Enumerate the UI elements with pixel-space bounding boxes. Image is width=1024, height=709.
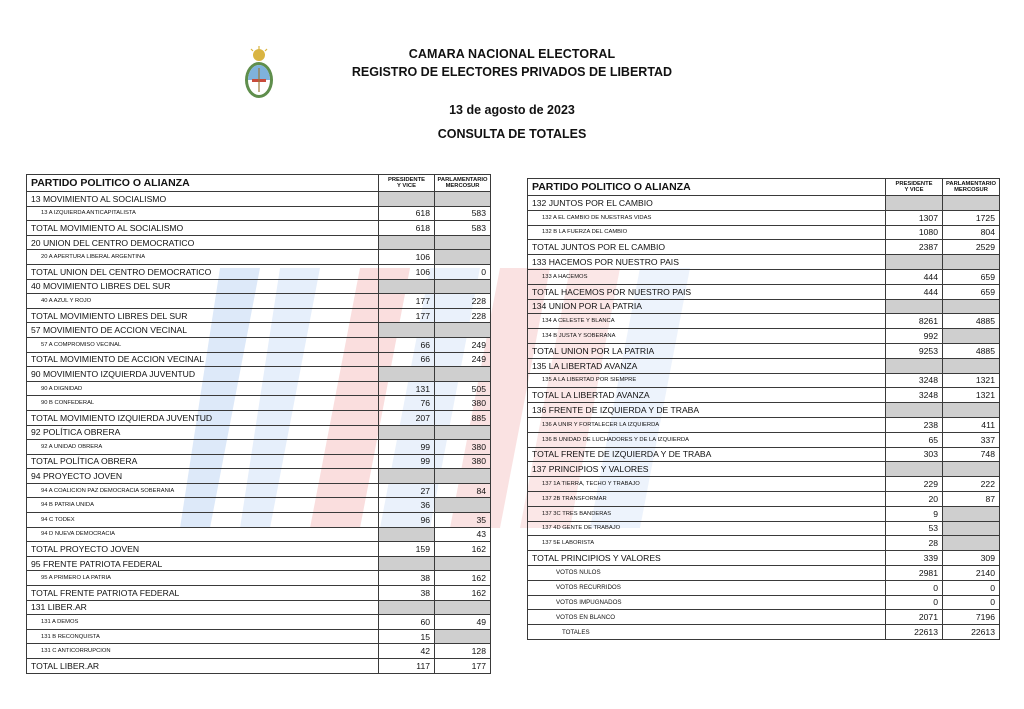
parlasur-votes-cell: 228 [435,294,491,309]
parlasur-votes-cell: 1321 [943,388,1000,403]
president-votes-cell [886,255,943,270]
party-total-row [528,284,1000,299]
table-body-right [528,179,1000,640]
table-header-row [528,179,1000,196]
results-table-right [527,178,999,640]
row-label: 131 B RECONQUISTA [27,629,379,644]
row-label: 57 A COMPROMISO VECINAL [27,337,379,352]
president-votes-cell: 76 [379,396,435,411]
list-row [27,571,491,586]
president-votes-cell: 42 [379,644,435,659]
row-label: 132 A EL CAMBIO DE NUESTRAS VIDAS [528,210,886,225]
table-header-row [27,175,491,192]
president-votes-cell: 303 [886,447,943,462]
president-votes-cell: 28 [886,536,943,551]
header-subtitle: CONSULTA DE TOTALES [437,127,587,141]
row-label: TOTAL LA LIBERTAD AVANZA [528,388,886,403]
president-votes-cell: 2387 [886,240,943,255]
party-group-row [27,235,491,250]
president-votes-cell: 229 [886,477,943,492]
president-votes-cell: 8261 [886,314,943,329]
summary-row [528,565,1000,580]
row-label: 134 UNION POR LA PATRIA [528,299,886,314]
parlasur-votes-cell [943,462,1000,477]
row-label: 131 C ANTICORRUPCION [27,644,379,659]
parlasur-votes-cell: 4885 [943,314,1000,329]
parlasur-votes-cell: 885 [435,410,491,425]
president-votes-cell [886,299,943,314]
list-row [27,250,491,265]
row-label: TOTAL LIBER.AR [27,659,379,674]
row-label: 94 D NUEVA DEMOCRACIA [27,527,379,542]
row-label: 92 POLÍTICA OBRERA [27,425,379,440]
list-row [528,432,1000,447]
party-group-row [528,462,1000,477]
party-group-row [27,323,491,338]
row-label: 90 A DIGNIDAD [27,381,379,396]
president-votes-cell: 444 [886,269,943,284]
column-header-parlamentario-line2: MERCOSUR [445,183,480,189]
president-votes-cell: 444 [886,284,943,299]
president-votes-cell: 618 [379,221,435,236]
summary-row [528,595,1000,610]
president-votes-cell [886,462,943,477]
president-votes-cell: 27 [379,483,435,498]
list-row [528,417,1000,432]
parlasur-votes-cell: 177 [435,659,491,674]
president-votes-cell: 15 [379,629,435,644]
list-row [528,225,1000,240]
parlasur-votes-cell [943,521,1000,536]
list-row [27,440,491,455]
list-row [27,498,491,513]
column-header-president-line2: Y VICE [904,187,924,193]
party-group-row [528,358,1000,373]
parlasur-votes-cell [943,299,1000,314]
parlasur-votes-cell: 0 [943,595,1000,610]
parlasur-votes-cell: 0 [435,264,491,279]
row-label: VOTOS RECURRIDOS [528,580,886,595]
row-label: 137 2B TRANSFORMAR [528,491,886,506]
row-label: 137 4D GENTE DE TRABAJO [528,521,886,536]
party-group-row [27,600,491,615]
parlasur-votes-cell [435,250,491,265]
parlasur-votes-cell: 411 [943,417,1000,432]
list-row [27,206,491,221]
row-label: 134 B JUSTA Y SOBERANA [528,329,886,344]
list-row [27,381,491,396]
president-votes-cell: 1307 [886,210,943,225]
parlasur-votes-cell: 49 [435,615,491,630]
parlasur-votes-cell: 583 [435,206,491,221]
parlasur-votes-cell: 162 [435,586,491,601]
row-label: 134 A CELESTE Y BLANCA [528,314,886,329]
party-group-row [27,279,491,294]
row-label: TOTAL HACEMOS POR NUESTRO PAIS [528,284,886,299]
row-label: TOTAL UNION DEL CENTRO DEMOCRATICO [27,264,379,279]
parlasur-votes-cell [943,358,1000,373]
row-label: 94 C TODEX [27,513,379,528]
party-group-row [27,425,491,440]
parlasur-votes-cell [435,498,491,513]
parlasur-votes-cell: 228 [435,308,491,323]
party-total-row [27,454,491,469]
summary-row [528,610,1000,625]
parlasur-votes-cell: 380 [435,396,491,411]
row-label: 40 MOVIMIENTO LIBRES DEL SUR [27,279,379,294]
list-row [528,491,1000,506]
row-label: TOTAL MOVIMIENTO DE ACCION VECINAL [27,352,379,367]
parlasur-votes-cell [435,367,491,382]
column-header-parlamentario-line2: MERCOSUR [954,187,988,193]
list-row [27,644,491,659]
row-label: VOTOS IMPUGNADOS [528,595,886,610]
list-row [27,294,491,309]
column-header-parlamentario-line1: PARLAMENTARIO [945,180,997,187]
party-total-row [27,308,491,323]
parlasur-votes-cell: 2140 [943,565,1000,580]
row-label: 40 A AZUL Y ROJO [27,294,379,309]
row-label: 90 B CONFEDERAL [27,396,379,411]
row-label: 90 MOVIMIENTO IZQUIERDA JUVENTUD [27,367,379,382]
president-votes-cell: 1080 [886,225,943,240]
row-label: 94 PROYECTO JOVEN [27,469,379,484]
president-votes-cell: 207 [379,410,435,425]
parlasur-votes-cell [943,403,1000,418]
party-total-row [27,659,491,674]
parlasur-votes-cell [943,506,1000,521]
president-votes-cell: 3248 [886,388,943,403]
party-total-row [27,264,491,279]
row-label: 137 3C TRES BANDERAS [528,506,886,521]
president-votes-cell: 38 [379,571,435,586]
party-group-row [528,255,1000,270]
parlasur-votes-cell: 1725 [943,210,1000,225]
column-header-parlamentario-line1: PARLAMENTARIO [437,176,488,183]
president-votes-cell: 117 [379,659,435,674]
party-group-row [27,192,491,207]
party-group-row [27,367,491,382]
president-votes-cell [379,279,435,294]
party-total-row [528,343,1000,358]
president-votes-cell: 177 [379,294,435,309]
list-row [528,269,1000,284]
row-label: TOTAL MOVIMIENTO AL SOCIALISMO [27,221,379,236]
president-votes-cell: 9253 [886,343,943,358]
parlasur-votes-cell [435,469,491,484]
row-label: 94 A COALICION PAZ DEMOCRACIA SOBERANIA [27,483,379,498]
president-votes-cell [886,196,943,211]
president-votes-cell: 131 [379,381,435,396]
row-label: 94 B PATRIA UNIDA [27,498,379,513]
president-votes-cell: 106 [379,264,435,279]
parlasur-votes-cell: 7196 [943,610,1000,625]
parlasur-votes-cell: 2529 [943,240,1000,255]
parlasur-votes-cell: 380 [435,440,491,455]
president-votes-cell [379,527,435,542]
party-total-row [27,542,491,557]
parlasur-votes-cell: 22613 [943,625,1000,640]
parlasur-votes-cell [435,192,491,207]
column-header-president-line1: PRESIDENTE [387,176,426,183]
row-label: 135 A LA LIBERTAD POR SIEMPRE [528,373,886,388]
parlasur-votes-cell [435,279,491,294]
list-row [528,521,1000,536]
row-label: 20 UNION DEL CENTRO DEMOCRATICO [27,235,379,250]
row-label: 95 FRENTE PATRIOTA FEDERAL [27,556,379,571]
party-group-row [27,469,491,484]
president-votes-cell: 20 [886,491,943,506]
parlasur-votes-cell: 162 [435,571,491,586]
parlasur-votes-cell [435,556,491,571]
president-votes-cell: 60 [379,615,435,630]
row-label: 136 B UNIDAD DE LUCHADORES Y DE LA IZQUIERDA [528,432,886,447]
president-votes-cell: 53 [886,521,943,536]
row-label: 137 5E LABORISTA [528,536,886,551]
header-institution: CAMARA NACIONAL ELECTORAL [408,47,616,61]
column-header-president-line2: Y VICE [397,183,416,189]
parlasur-votes-cell: 222 [943,477,1000,492]
table-body-left [27,175,491,674]
list-row [528,329,1000,344]
parlasur-votes-cell: 1321 [943,373,1000,388]
president-votes-cell [379,469,435,484]
parlasur-votes-cell: 505 [435,381,491,396]
row-label: 57 MOVIMIENTO DE ACCION VECINAL [27,323,379,338]
party-total-row [27,586,491,601]
parlasur-votes-cell [435,425,491,440]
row-label: 133 HACEMOS POR NUESTRO PAIS [528,255,886,270]
row-label: 20 A APERTURA LIBERAL ARGENTINA [27,250,379,265]
column-header-parlamentario [435,175,491,192]
row-label: 95 A PRIMERO LA PATRIA [27,571,379,586]
parlasur-votes-cell: 0 [943,580,1000,595]
column-header-parlamentario [943,179,1000,196]
party-total-row [528,551,1000,566]
president-votes-cell [379,367,435,382]
president-votes-cell: 99 [379,440,435,455]
row-label: TOTAL MOVIMIENTO LIBRES DEL SUR [27,308,379,323]
president-votes-cell: 96 [379,513,435,528]
president-votes-cell: 22613 [886,625,943,640]
parlasur-votes-cell: 35 [435,513,491,528]
row-label: 132 B LA FUERZA DEL CAMBIO [528,225,886,240]
parlasur-votes-cell: 4885 [943,343,1000,358]
row-label: 137 1A TIERRA, TECHO Y TRABAJO [528,477,886,492]
president-votes-cell: 0 [886,595,943,610]
row-label: TOTAL UNION POR LA PATRIA [528,343,886,358]
president-votes-cell: 106 [379,250,435,265]
party-total-row [27,410,491,425]
parlasur-votes-cell [943,329,1000,344]
president-votes-cell: 38 [379,586,435,601]
president-votes-cell: 9 [886,506,943,521]
parlasur-votes-cell [943,536,1000,551]
row-label: TOTAL POLÍTICA OBRERA [27,454,379,469]
summary-row [528,580,1000,595]
parlasur-votes-cell [943,196,1000,211]
list-row [27,483,491,498]
header-registry: REGISTRO DE ELECTORES PRIVADOS DE LIBERTAD [351,65,673,79]
list-row [27,527,491,542]
row-label: 131 A DEMOS [27,615,379,630]
president-votes-cell: 99 [379,454,435,469]
president-votes-cell: 66 [379,352,435,367]
row-label: TOTAL FRENTE PATRIOTA FEDERAL [27,586,379,601]
president-votes-cell [379,600,435,615]
row-label: TOTALES [528,625,886,640]
column-header-president [886,179,943,196]
parlasur-votes-cell: 380 [435,454,491,469]
party-total-row [27,221,491,236]
row-label: 137 PRINCIPIOS Y VALORES [528,462,886,477]
party-group-row [528,299,1000,314]
president-votes-cell [379,556,435,571]
parlasur-votes-cell: 249 [435,352,491,367]
list-row [27,629,491,644]
parlasur-votes-cell: 162 [435,542,491,557]
list-row [27,615,491,630]
list-row [27,396,491,411]
party-total-row [27,352,491,367]
president-votes-cell [379,425,435,440]
list-row [528,210,1000,225]
column-header-president-line1: PRESIDENTE [895,180,933,187]
president-votes-cell: 992 [886,329,943,344]
president-votes-cell: 65 [886,432,943,447]
parlasur-votes-cell: 87 [943,491,1000,506]
party-group-row [528,403,1000,418]
list-row [528,477,1000,492]
list-row [27,513,491,528]
president-votes-cell: 36 [379,498,435,513]
results-table-left [26,174,490,674]
column-header-president [379,175,435,192]
list-row [528,536,1000,551]
row-label: 132 JUNTOS POR EL CAMBIO [528,196,886,211]
president-votes-cell: 159 [379,542,435,557]
president-votes-cell: 2981 [886,565,943,580]
row-label: 13 MOVIMIENTO AL SOCIALISMO [27,192,379,207]
row-label: TOTAL MOVIMIENTO IZQUIERDA JUVENTUD [27,410,379,425]
column-header-party: PARTIDO POLITICO O ALIANZA [27,175,379,192]
president-votes-cell: 66 [379,337,435,352]
parlasur-votes-cell: 84 [435,483,491,498]
president-votes-cell [379,323,435,338]
parlasur-votes-cell: 309 [943,551,1000,566]
row-label: VOTOS EN BLANCO [528,610,886,625]
party-total-row [528,447,1000,462]
parlasur-votes-cell: 249 [435,337,491,352]
parlasur-votes-cell: 337 [943,432,1000,447]
president-votes-cell: 177 [379,308,435,323]
row-label: 13 A IZQUIERDA ANTICAPITALISTA [27,206,379,221]
parlasur-votes-cell [435,600,491,615]
row-label: TOTAL FRENTE DE IZQUIERDA Y DE TRABA [528,447,886,462]
president-votes-cell: 2071 [886,610,943,625]
president-votes-cell [379,235,435,250]
row-label: TOTAL JUNTOS POR EL CAMBIO [528,240,886,255]
president-votes-cell: 3248 [886,373,943,388]
row-label: 136 FRENTE DE IZQUIERDA Y DE TRABA [528,403,886,418]
row-label: 136 A UNIR Y FORTALECER LA IZQUIERDA [528,417,886,432]
party-group-row [528,196,1000,211]
column-header-party: PARTIDO POLITICO O ALIANZA [528,179,886,196]
parlasur-votes-cell: 748 [943,447,1000,462]
party-total-row [528,240,1000,255]
parlasur-votes-cell [943,255,1000,270]
parlasur-votes-cell: 804 [943,225,1000,240]
row-label: VOTOS NULOS [528,565,886,580]
parlasur-votes-cell: 659 [943,269,1000,284]
parlasur-votes-cell [435,323,491,338]
row-label: 133 A HACEMOS [528,269,886,284]
row-label: 92 A UNIDAD OBRERA [27,440,379,455]
parlasur-votes-cell [435,235,491,250]
president-votes-cell: 0 [886,580,943,595]
parlasur-votes-cell: 128 [435,644,491,659]
president-votes-cell [379,192,435,207]
president-votes-cell [886,403,943,418]
list-row [528,314,1000,329]
row-label: TOTAL PRINCIPIOS Y VALORES [528,551,886,566]
president-votes-cell [886,358,943,373]
president-votes-cell: 339 [886,551,943,566]
list-row [528,373,1000,388]
parlasur-votes-cell: 583 [435,221,491,236]
parlasur-votes-cell: 659 [943,284,1000,299]
president-votes-cell: 618 [379,206,435,221]
row-label: 131 LIBER.AR [27,600,379,615]
list-row [528,506,1000,521]
parlasur-votes-cell: 43 [435,527,491,542]
row-label: 135 LA LIBERTAD AVANZA [528,358,886,373]
party-group-row [27,556,491,571]
header-date: 13 de agosto de 2023 [449,103,575,117]
parlasur-votes-cell [435,629,491,644]
president-votes-cell: 238 [886,417,943,432]
party-total-row [528,388,1000,403]
row-label: TOTAL PROYECTO JOVEN [27,542,379,557]
list-row [27,337,491,352]
summary-row [528,625,1000,640]
